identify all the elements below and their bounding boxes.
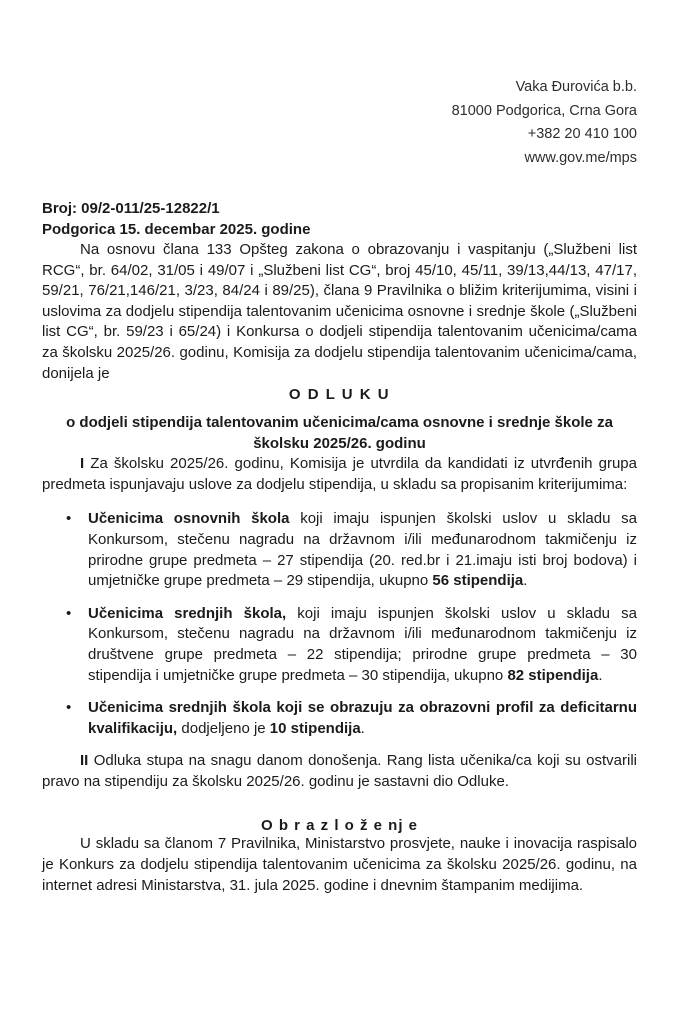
bullet-deficit-qualification: [88, 698, 637, 739]
bullet-deficit-qualification-text: dodjeljeno je: [177, 719, 270, 737]
reference-number: Broj: 09/2-011/25-12822/1: [42, 200, 220, 217]
reference-place-date: Podgorica 15. decembar 2025. godine: [42, 221, 311, 238]
bullet-secondary-schools-lead: Učenicima srednjih škola,: [88, 604, 287, 622]
bullet-primary-schools-text: koji imaju ispunjen školski uslov u skladu sa Konkursom, stečenu nagradu na državnom i/ili međunarodnom takmičenju iz prirodne grupe predmeta – 27 stipendija (20. red.br i 21.imaju isti broj bodova) i umjetničke grupe predmeta – 29 stipendija, ukupno: [88, 510, 637, 590]
rationale-title: O b r a z l o ž e nj e: [260, 817, 419, 835]
bullet-deficit-qualification-total: 10 stipendija: [269, 719, 361, 737]
decision-title: O D L U K U: [288, 386, 391, 404]
rationale-paragraph: U skladu sa članom 7 Pravilnika, Ministarstvo prosvjete, nauke i inovacija raspisalo je Konkurs za dodjelu stipendija talentovanim učenicima za školsku 2025/26. godinu, na internet adresi Ministarstva, 31. jula 2025. godine i dnevnim štampanim medijima.: [42, 835, 637, 894]
bullet-deficit-qualification-lead: Učenicima srednjih škola koji se obrazuju za obrazovni profil za deficitarnu kvalifikaciju,: [88, 699, 637, 737]
decision-subtitle: o dodjeli stipendija talentovanim učenicima/cama osnovne i srednje škole za školsku 2025/26. godinu: [66, 414, 613, 453]
bullet-primary-schools-lead: Učenicima osnovnih škola: [88, 510, 290, 528]
letterhead-phone: +382 20 410 100: [527, 126, 637, 142]
letterhead-address-line-1: Vaka Đurovića b.b.: [515, 79, 637, 95]
section-ii-text: Odluka stupa na snagu danom donošenja. Rang lista učenika/ca koji su ostvarili pravo na stipendiju za školsku 2025/26. godinu je sastavni dio Odluke.: [42, 752, 637, 790]
bullet-primary-schools-tail: .: [523, 572, 528, 590]
intro-paragraph: Na osnovu člana 133 Opšteg zakona o obrazovanju i vaspitanju („Službeni list RCG“, br. 64/02, 31/05 i 49/07 i „Službeni list CG“, broj 45/10, 45/11, 39/13,44/13, 47/17, 59/21, 76/21,146/21, 3/23, 84/24 i 89/25), člana 9 Pravilnika o bližim kriterijumima, visini i uslovima za dodjelu stipendija talentovanim učenicima osnovne i srednje škole („Službeni list CG“, br. 59/23 i 65/24) i Konkursa o dodjeli stipendija talentovanim učenicima/cama za školsku 2025/26. godinu, Komisija za dodjelu stipendija talentovanim učenicima/cama, donijela je: [42, 241, 637, 382]
bullet-primary-schools: [88, 509, 637, 591]
section-ii-paragraph: [42, 751, 637, 792]
reference-block: [42, 198, 637, 240]
letterhead-website: www.gov.me/mps: [524, 149, 637, 166]
bullet-secondary-schools-tail: .: [598, 666, 603, 684]
bullet-secondary-schools-total: 82 stipendija: [507, 666, 599, 684]
section-ii-numeral: II: [80, 752, 89, 770]
section-i-text: Za školsku 2025/26. godinu, Komisija je utvrdila da kandidati iz utvrđenih grupa predmeta ispunjavaju uslove za dodjelu stipendija, u skladu sa propisanim kriterijumima:: [42, 455, 637, 493]
bullet-primary-schools-total: 56 stipendija: [432, 572, 524, 590]
section-i-numeral: I: [80, 455, 85, 473]
letterhead: [42, 76, 637, 170]
bullet-secondary-schools: [88, 604, 637, 686]
section-i-paragraph: [42, 454, 637, 495]
bullet-deficit-qualification-tail: .: [360, 719, 365, 737]
letterhead-address-line-2: 81000 Podgorica, Crna Gora: [451, 102, 637, 119]
criteria-bullet-list: [42, 509, 637, 739]
bullet-secondary-schools-text: koji imaju ispunjen školski uslov u skladu sa Konkursom, stečenu nagradu na državnom i/ili međunarodnom takmičenju iz društvene grupe predmeta – 22 stipendija; prirodne grupe predmeta – 30 stipendija i umjetničke grupe predmeta – 30 stipendija, ukupno: [88, 604, 637, 684]
document-page: [0, 76, 679, 1036]
